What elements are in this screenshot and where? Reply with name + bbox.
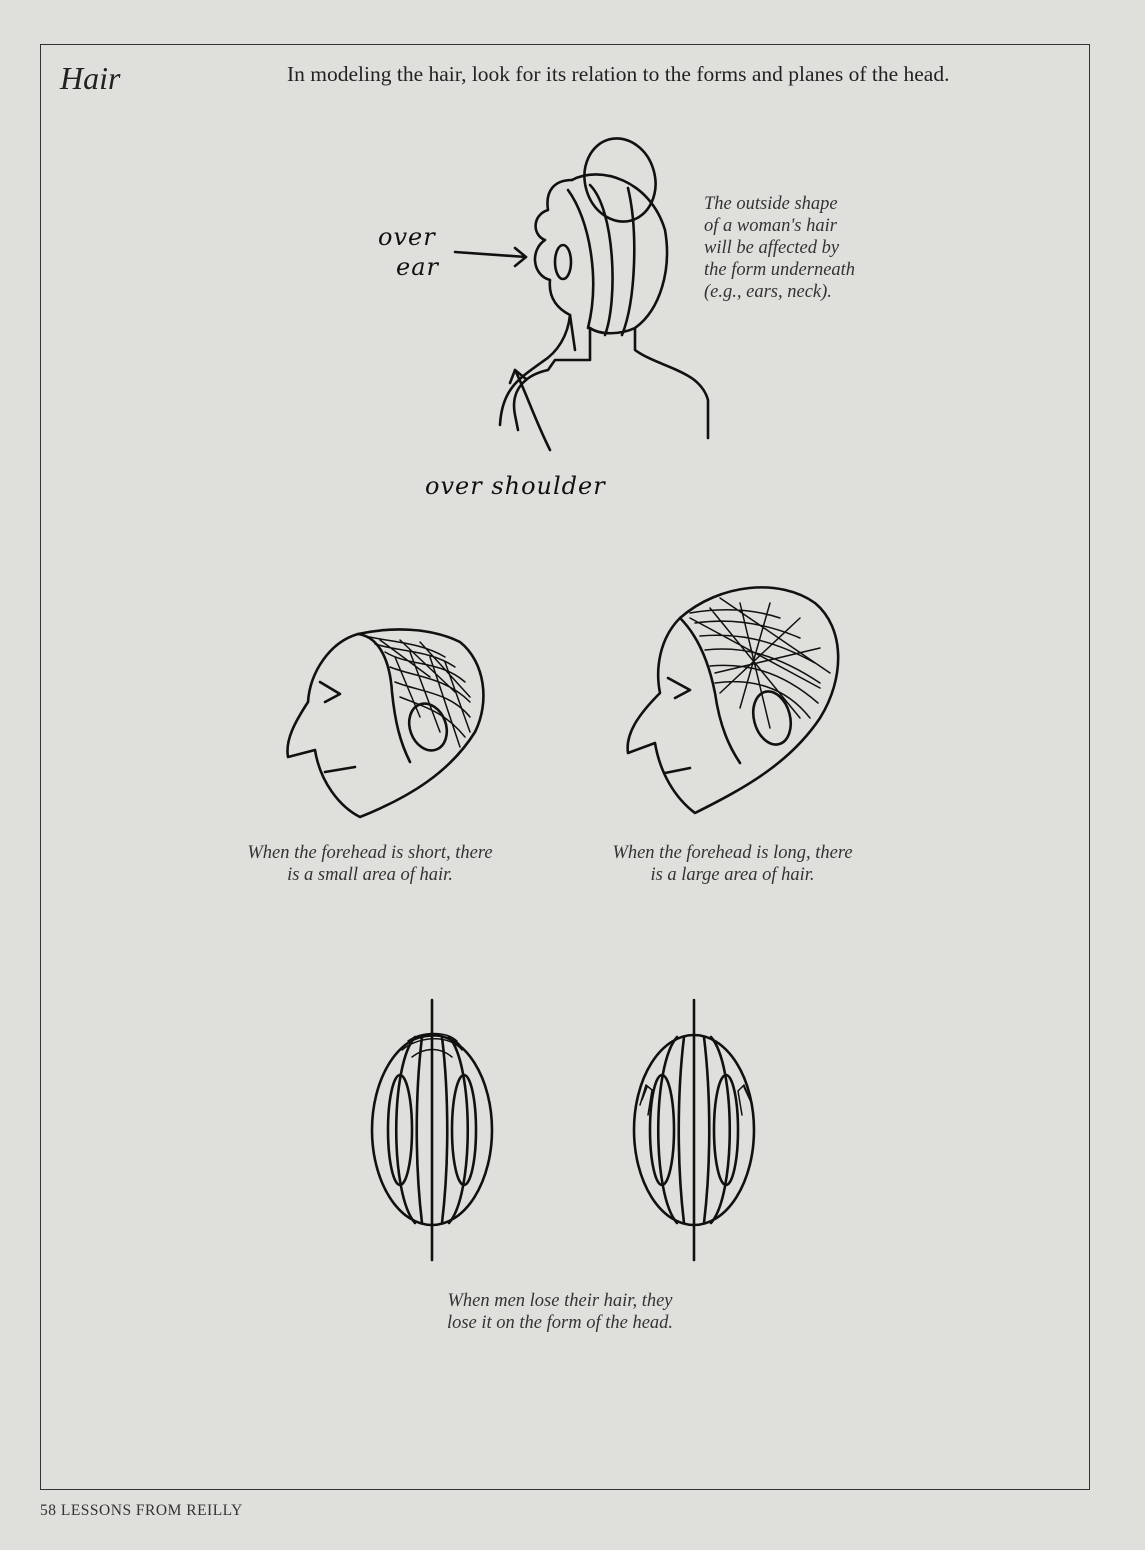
caption-line: When men lose their hair, they [447, 1291, 673, 1311]
woman-hair-drawing [460, 130, 730, 460]
caption-line: When the forehead is short, there [247, 843, 493, 863]
caption-line: When the forehead is long, there [612, 843, 853, 863]
bald-head-balding-drawing [622, 995, 767, 1265]
woman-caption-line: the form underneath [704, 260, 856, 280]
label-over-ear-line2: ear [396, 253, 439, 281]
caption-line: is a small area of hair. [287, 865, 453, 885]
bald-head-front-drawing [360, 995, 505, 1265]
caption-line: is a large area of hair. [650, 865, 815, 885]
short-forehead-head-drawing [280, 622, 500, 832]
intro-text: In modeling the hair, look for its relation to the forms and planes of the head. [287, 62, 950, 86]
woman-caption [704, 193, 855, 303]
caption-line: lose it on the form of the head. [446, 1313, 674, 1333]
label-over-shoulder: over shoulder [425, 472, 606, 500]
label-over-ear [378, 222, 439, 282]
bald-caption [405, 1290, 715, 1334]
woman-caption-line: of a woman's hair [704, 216, 837, 236]
page-title: Hair [60, 60, 121, 96]
short-forehead-caption [215, 842, 525, 886]
label-over-ear-line1: over [378, 223, 436, 251]
page-footer: 58 LESSONS FROM REILLY [40, 1502, 243, 1519]
long-forehead-head-drawing [620, 578, 850, 838]
long-forehead-caption [580, 842, 885, 886]
woman-caption-line: (e.g., ears, neck). [704, 282, 832, 302]
woman-caption-line: will be affected by [704, 238, 840, 258]
woman-caption-line: The outside shape [704, 194, 838, 214]
